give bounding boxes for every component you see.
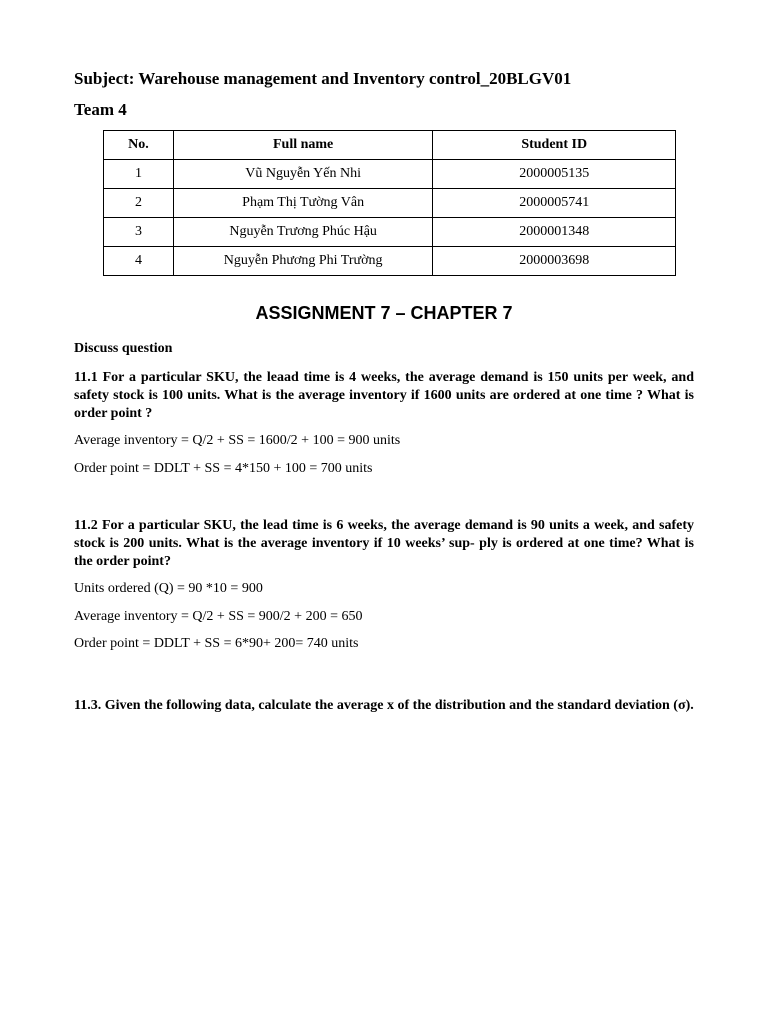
answer-order-point: Order point = DDLT + SS = 4*150 + 100 = 700 units: [74, 461, 373, 476]
cell-student-id: 2000003698: [433, 247, 676, 276]
table-header-row: [104, 131, 676, 160]
question-11-3: 11.3. Given the following data, calculate the average x of the distribution and the standard deviation (σ).: [74, 698, 694, 713]
members-table: [103, 130, 676, 276]
team-label: Team 4: [74, 100, 127, 119]
answer-average-inventory: Average inventory = Q/2 + SS = 1600/2 + 100 = 900 units: [74, 433, 401, 448]
cell-no: 3: [104, 218, 174, 247]
answer-units-ordered: Units ordered (Q) = 90 *10 = 900: [74, 581, 263, 596]
column-header-no: No.: [104, 131, 174, 160]
cell-no: 2: [104, 189, 174, 218]
subject-line: Subject: Warehouse management and Inventory control_20BLGV01: [74, 69, 572, 88]
answer-average-inventory: Average inventory = Q/2 + SS = 900/2 + 200 = 650: [74, 609, 363, 624]
table-row: [104, 189, 676, 218]
question-11-1: 11.1 For a particular SKU, the leaad time is 4 weeks, the average demand is 150 units per week, and safety stock is 100 units. What is the average inventory if 1600 units are ordered at one time ? What is order point ?: [74, 370, 694, 421]
assignment-title: ASSIGNMENT 7 – CHAPTER 7: [255, 303, 513, 323]
answer-order-point: Order point = DDLT + SS = 6*90+ 200= 740 units: [74, 636, 359, 651]
table-row: [104, 160, 676, 189]
cell-no: 1: [104, 160, 174, 189]
cell-no: 4: [104, 247, 174, 276]
question-11-2: 11.2 For a particular SKU, the lead time is 6 weeks, the average demand is 90 units a week, and safety stock is 200 units. What is the average inventory if 10 weeks’ sup- ply is ordered at one time? What is the order point?: [74, 518, 694, 569]
table-row: [104, 218, 676, 247]
column-header-full-name: Full name: [173, 131, 432, 160]
cell-full-name: Nguyễn Trương Phúc Hậu: [173, 218, 432, 247]
cell-full-name: Nguyễn Phương Phi Trường: [173, 247, 432, 276]
column-header-student-id: Student ID: [433, 131, 676, 160]
discuss-question-label: Discuss question: [74, 341, 173, 356]
table-row: [104, 247, 676, 276]
cell-student-id: 2000005135: [433, 160, 676, 189]
cell-full-name: Vũ Nguyễn Yến Nhi: [173, 160, 432, 189]
cell-student-id: 2000005741: [433, 189, 676, 218]
cell-student-id: 2000001348: [433, 218, 676, 247]
cell-full-name: Phạm Thị Tường Vân: [173, 189, 432, 218]
